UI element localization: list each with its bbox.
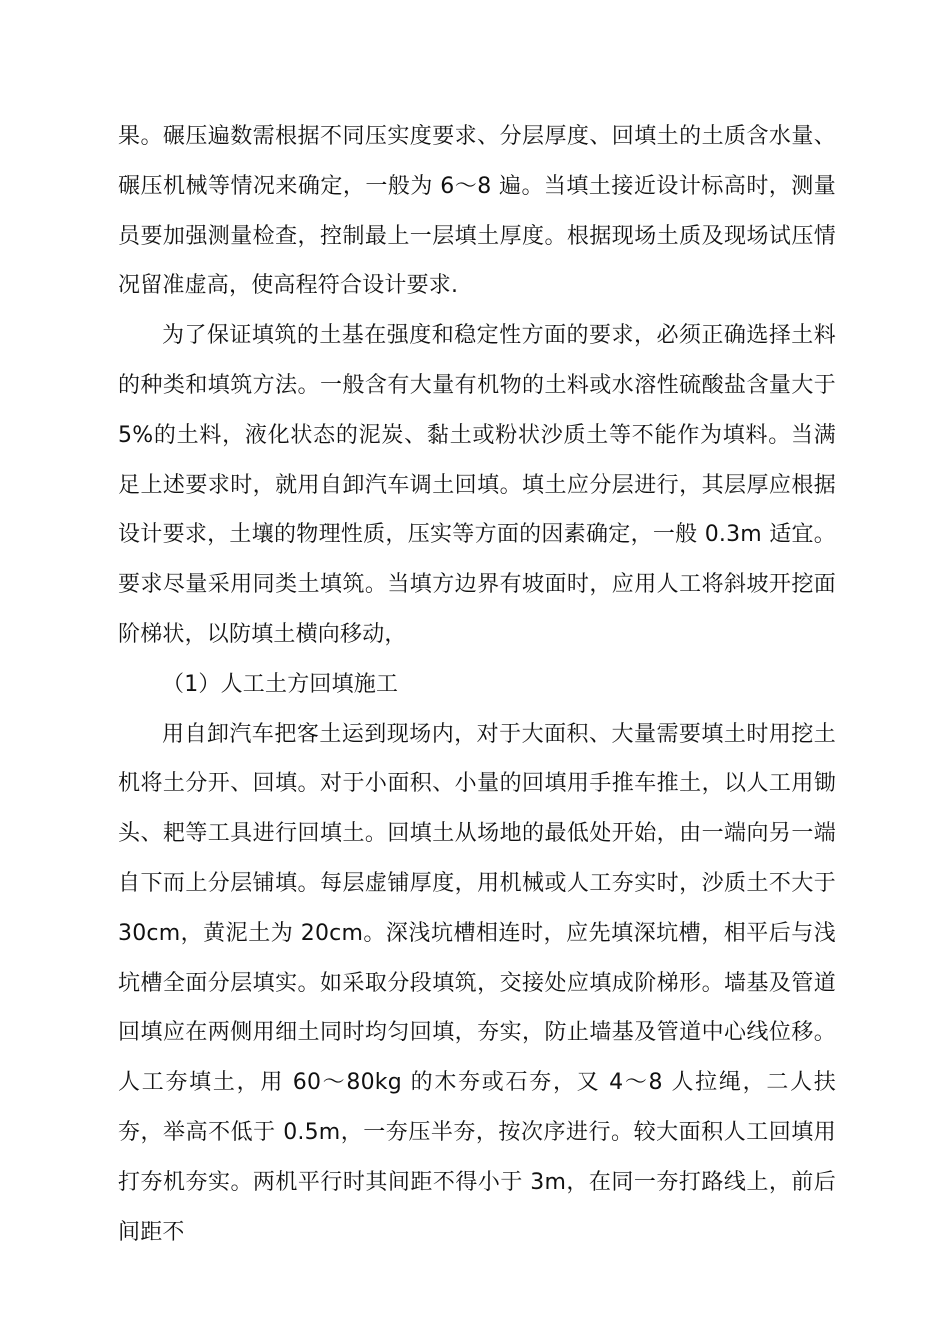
paragraph-soil-selection: 为了保证填筑的土基在强度和稳定性方面的要求，必须正确选择土料的种类和填筑方法。一般含有大量有机物的土料或水溶性硫酸盐含量大于5%的土料，液化状态的泥炭、黏土或粉状沙质土等不能作为填料。当满足上述要求时，就用自卸汽车调土回填。填土应分层进行，其层厚应根据设计要求，土壤的物理性质，压实等方面的因素确定，一般 0.3m 适宜。要求尽量采用同类土填筑。当填方边界有坡面时，应用人工将斜坡开挖面阶梯状，以防填土横向移动， bbox=[118, 323, 836, 647]
document-body bbox=[118, 112, 836, 1257]
section-heading-manual-backfill: （1）人工土方回填施工 bbox=[162, 671, 399, 697]
paragraph-continuation: 果。碾压遍数需根据不同压实度要求、分层厚度、回填土的土质含水量、碾压机械等情况来确定，一般为 6～8 遍。当填土接近设计标高时，测量员要加强测量检查，控制最上一层填土厚度。根据现场土质及现场试压情况留准虚高，使高程符合设计要求. bbox=[118, 124, 836, 299]
paragraph-manual-backfill: 用自卸汽车把客土运到现场内，对于大面积、大量需要填土时用挖土机将土分开、回填。对于小面积、小量的回填用手推车推土，以人工用锄头、耙等工具进行回填土。回填土从场地的最低处开始，由一端向另一端自下而上分层铺填。每层虚铺厚度，用机械或人工夯实时，沙质土不大于30cm，黄泥土为 20cm。深浅坑槽相连时，应先填深坑槽，相平后与浅坑槽全面分层填实。如采取分段填筑，交接处应填成阶梯形。墙基及管道回填应在两侧用细土同时均匀回填，夯实，防止墙基及管道中心线位移。人工夯填土，用 60～80kg 的木夯或石夯，又 4～8 人拉绳，二人扶夯，举高不低于 0.5m，一夯压半夯，按次序进行。较大面积人工回填用打夯机夯实。两机平行时其间距不得小于 3m，在同一夯打路线上，前后间距不 bbox=[118, 721, 836, 1245]
